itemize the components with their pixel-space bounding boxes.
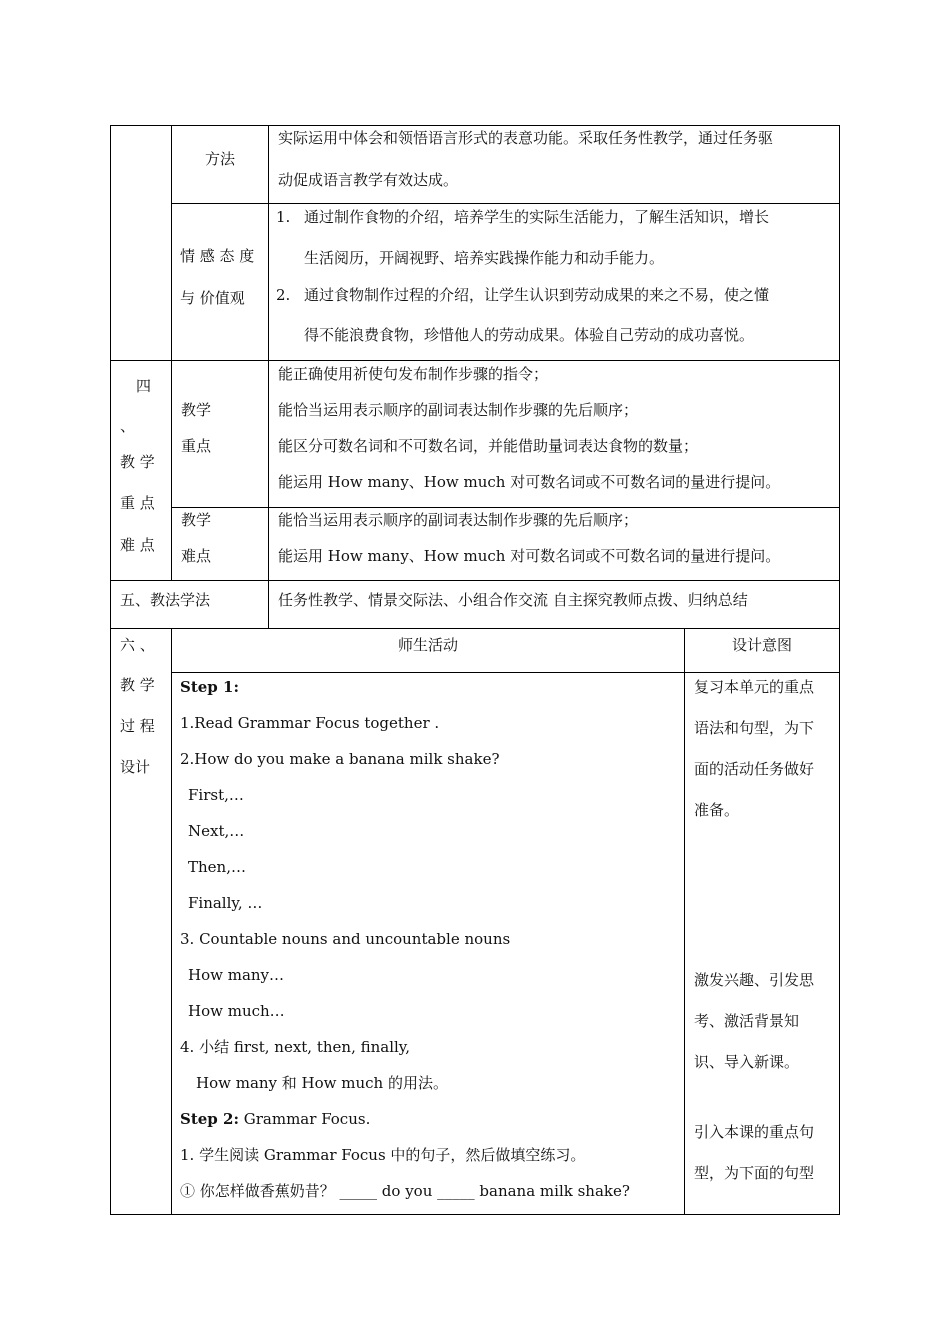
activity-line: ① 你怎样做香蕉奶昔？ _____ do you _____ banana milk shake?: [180, 1182, 630, 1200]
intent-line: 面的活动任务做好: [694, 760, 815, 778]
attitude-item-text: 生活阅历，开阔视野、培养实践操作能力和动手能力。: [304, 249, 665, 267]
intent-column-header: 设计意图: [731, 636, 792, 654]
activity-line: Next,…: [188, 822, 245, 840]
col-divider: [268, 125, 269, 628]
methods-label: 方法: [204, 150, 235, 168]
key-points-line: 能运用 How many、How much 对可数名词或不可数名词的量进行提问。: [278, 473, 781, 491]
section4-label: 重 点: [120, 494, 155, 512]
intent-line: 识、导入新课。: [694, 1053, 800, 1071]
activity-step-heading: Step 2: Grammar Focus.: [180, 1110, 371, 1128]
col-divider: [171, 628, 172, 1215]
row-divider: [171, 672, 840, 673]
row-divider: [171, 507, 840, 508]
attitude-item-text: 通过食物制作过程的介绍，让学生认识到劳动成果的来之不易，使之懂: [304, 286, 770, 304]
activity-line: 1.Read Grammar Focus together .: [180, 714, 440, 732]
intent-line: 语法和句型，为下: [694, 719, 815, 737]
row-divider: [110, 628, 840, 629]
key-points-line: 能正确使用祈使句发布制作步骤的指令；: [278, 365, 549, 383]
activity-line: 4. 小结 first, next, then, finally,: [180, 1038, 411, 1056]
methods-text-line: 实际运用中体会和领悟语言形式的表意功能。采取任务性教学，通过任务驱: [278, 129, 774, 147]
activity-line: Finally, …: [188, 894, 263, 912]
section6-label: 六 、: [120, 636, 155, 654]
section4-label: 、: [120, 417, 136, 435]
section4-label: 难 点: [120, 536, 155, 554]
section5-label: 五、教法学法: [120, 591, 211, 609]
row-divider: [110, 580, 840, 581]
activity-line: How many 和 How much 的用法。: [196, 1074, 448, 1092]
section4-label: 教 学: [120, 453, 155, 471]
activity-line: Step 1:: [180, 678, 239, 696]
table-border-left: [110, 125, 111, 1215]
key-points-label: 重点: [181, 437, 212, 455]
intent-line: 引入本课的重点句: [694, 1123, 815, 1141]
table-border-right: [839, 125, 840, 1215]
activity-line: How much…: [188, 1002, 285, 1020]
table-border-top: [110, 125, 840, 126]
section5-content: 任务性教学、情景交际法、小组合作交流 自主探究教师点拨、归纳总结: [278, 591, 748, 609]
key-points-label: 教学: [181, 401, 212, 419]
attitude-item-text: 通过制作食物的介绍，培养学生的实际生活能力，了解生活知识，增长: [304, 208, 770, 226]
intent-line: 准备。: [694, 801, 740, 819]
section6-label: 过 程: [120, 717, 155, 735]
attitude-label: 与 价值观: [180, 289, 245, 307]
activity-line: First,…: [188, 786, 244, 804]
intent-line: 复习本单元的重点: [694, 678, 815, 696]
difficult-points-label: 难点: [181, 547, 212, 565]
difficult-points-line: 能运用 How many、How much 对可数名词或不可数名词的量进行提问。: [278, 547, 781, 565]
activity-line: How many…: [188, 966, 285, 984]
difficult-points-label: 教学: [181, 511, 212, 529]
attitude-item-text: 得不能浪费食物，珍惜他人的劳动成果。体验自己劳动的成功喜悦。: [304, 326, 755, 344]
attitude-item-number: 1.: [276, 208, 291, 226]
activity-line: Then,…: [188, 858, 246, 876]
intent-line: 考、激活背景知: [694, 1012, 800, 1030]
attitude-label: 情 感 态 度: [180, 247, 255, 265]
activity-column-header: 师生活动: [397, 636, 458, 654]
section4-label: 四: [136, 377, 152, 395]
section6-label: 教 学: [120, 676, 155, 694]
difficult-points-line: 能恰当运用表示顺序的副词表达制作步骤的先后顺序；: [278, 511, 639, 529]
intent-line: 激发兴趣、引发思: [694, 971, 815, 989]
intent-line: 型，为下面的句型: [694, 1164, 815, 1182]
methods-text-line: 动促成语言教学有效达成。: [278, 171, 459, 189]
activity-line: 1. 学生阅读 Grammar Focus 中的句子，然后做填空练习。: [180, 1146, 586, 1164]
section6-label: 设计: [120, 758, 151, 776]
key-points-line: 能区分可数名词和不可数名词，并能借助量词表达食物的数量；: [278, 437, 699, 455]
activity-line: 3. Countable nouns and uncountable nouns: [180, 930, 511, 948]
table-border-bottom: [110, 1214, 840, 1215]
col-divider: [171, 125, 172, 580]
col-divider: [684, 628, 685, 1215]
activity-line: 2.How do you make a banana milk shake?: [180, 750, 500, 768]
attitude-item-number: 2.: [276, 286, 291, 304]
row-divider: [171, 203, 840, 204]
row-divider: [110, 360, 840, 361]
key-points-line: 能恰当运用表示顺序的副词表达制作步骤的先后顺序；: [278, 401, 639, 419]
